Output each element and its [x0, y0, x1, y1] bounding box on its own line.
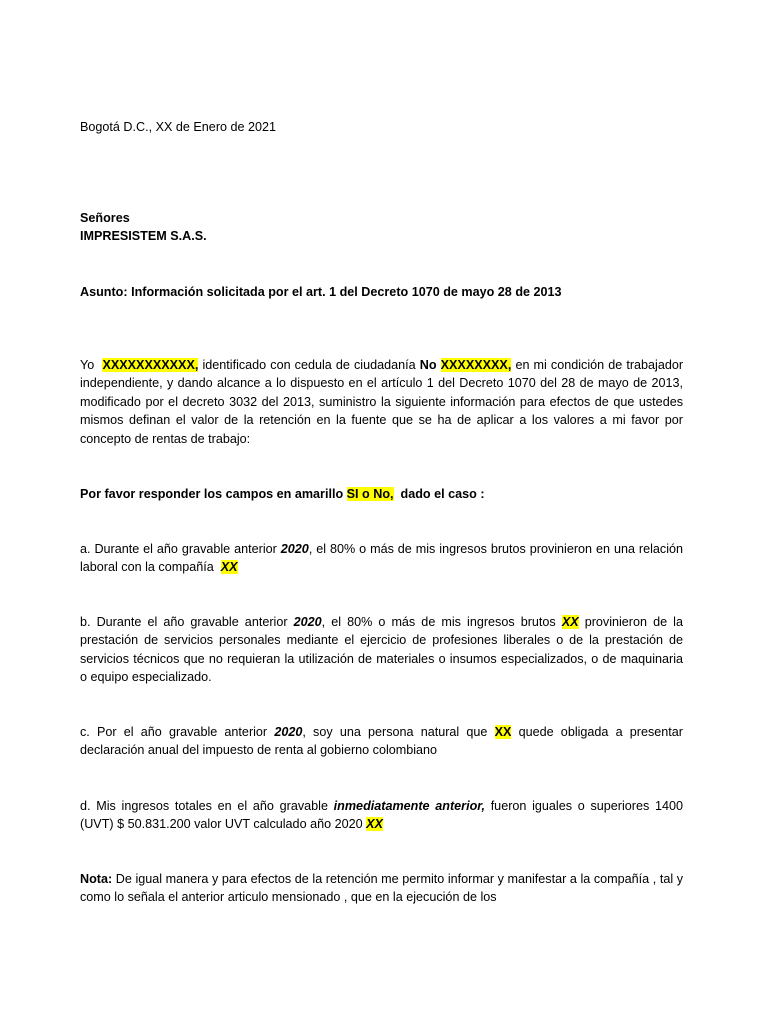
recipient-salutation: Señores: [80, 211, 130, 225]
date-line: Bogotá D.C., XX de Enero de 2021: [80, 120, 277, 134]
note-paragraph: [80, 870, 683, 907]
instruction-line: [80, 485, 683, 503]
item-d-answer-field: XX: [366, 817, 383, 832]
id-number-placeholder: XXXXXXXX,: [440, 358, 512, 372]
intro-rest: en mi condición de trabajador independiente, y dando alcance a lo dispuesto en el artículo 1 del Decreto 1070 del 28 de mayo de 2013, modificado por el decreto 3032 del 2013, suministro la siguiente información para efectos de que ustedes mismos definan el valor de la retención en la fuente que se ha de aplicar a los valores a mi favor por concepto de rentas de trabajo:: [80, 358, 684, 446]
item-d-rest: fueron iguales o superiores 1400 (UVT) $ 50.831.200 valor UVT calculado año 2020: [80, 799, 683, 832]
item-c-prefix: c. Por el año gravable anterior: [80, 725, 268, 739]
item-b-paragraph: [80, 613, 683, 687]
intro-paragraph: [80, 356, 683, 448]
item-b-rest: provinieron de la prestación de servicios personales mediante el ejercicio de profesiones liberales o de la prestación de servicios técnicos que no requieran la utilización de materiales o insumos especializados, o de maquinaria o equipo especializado.: [80, 615, 683, 685]
recipient-block: [80, 209, 683, 246]
intro-identified: identificado con cedula de ciudadanía: [202, 358, 416, 372]
note-label: Nota:: [80, 872, 113, 886]
subject-line: Asunto: Información solicitada por el art. 1 del Decreto 1070 de mayo 28 de 2013: [80, 285, 562, 299]
recipient-company: IMPRESISTEM S.A.S.: [80, 229, 207, 244]
item-a-paragraph: [80, 540, 683, 577]
instruction-prefix: Por favor responder los campos en amarillo: [80, 487, 344, 501]
item-a-year: 2020: [280, 542, 309, 556]
item-b-mid: , el 80% o más de mis ingresos brutos: [321, 615, 556, 629]
instruction-highlight: SI o No,: [346, 487, 394, 501]
note-text: De igual manera y para efectos de la retención me permito informar y manifestar a la compañía , tal y como lo señala el anterior articulo mensionado , que en la ejecución de los: [80, 872, 684, 905]
item-a-prefix: a. Durante el año gravable anterior: [80, 542, 277, 556]
item-a-answer-field: XX: [220, 560, 238, 575]
item-a-mid: , el 80% o más de mis ingresos brutos provinieron en una relación laboral con la compañía: [80, 542, 683, 575]
item-b-year: 2020: [293, 615, 322, 629]
item-b-answer-field: XX: [561, 615, 579, 629]
item-c-paragraph: [80, 723, 683, 760]
item-c-rest: quede obligada a presentar declaración anual del impuesto de renta al gobierno colombiano: [80, 725, 684, 758]
item-d-emphasis: inmediatamente anterior,: [333, 799, 485, 813]
item-c-answer-field: XX: [494, 725, 512, 739]
intro-yo: Yo: [80, 358, 95, 372]
item-c-mid: , soy una persona natural que: [302, 725, 488, 739]
id-number-label: No: [419, 358, 437, 372]
instruction-suffix: dado el caso :: [400, 487, 485, 501]
item-c-year: 2020: [274, 725, 303, 739]
item-d-paragraph: [80, 797, 683, 834]
item-b-prefix: b. Durante el año gravable anterior: [80, 615, 288, 629]
name-placeholder: XXXXXXXXXXX,: [102, 358, 199, 372]
item-d-prefix: d. Mis ingresos totales en el año gravable: [80, 799, 328, 813]
